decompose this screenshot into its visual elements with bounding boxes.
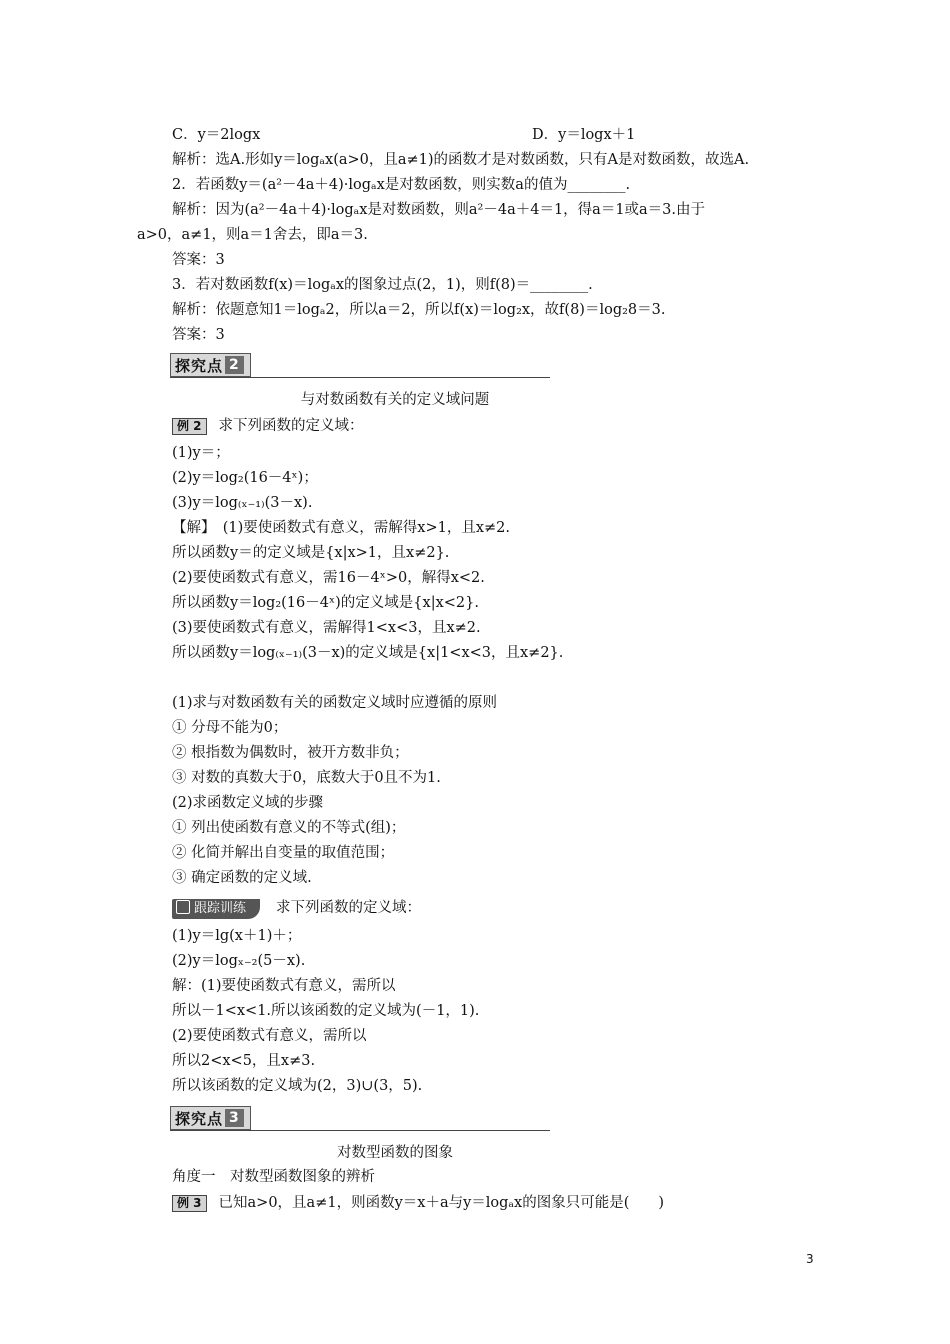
- badge-number: 2: [225, 356, 244, 374]
- text-line: (2)要使函数式有意义，需16－4ˣ>0，解得x<2.: [172, 570, 485, 586]
- text-line: a>0，a≠1，则a＝1舍去，即a＝3.: [137, 227, 368, 243]
- example-prompt: 求下列函数的定义域：: [218, 418, 364, 434]
- example-tag: 例 2: [172, 418, 207, 435]
- text-line: 答案：3: [172, 252, 225, 268]
- text-line: ③ 对数的真数大于0，底数大于0且不为1.: [172, 770, 441, 786]
- follow-training-badge: [172, 899, 260, 919]
- text-line: C．y＝2logx: [172, 127, 261, 143]
- text-line: (3)y＝log₍ₓ₋₁₎(3－x).: [172, 495, 313, 511]
- section-rule-3: [170, 1130, 550, 1131]
- example-3: [172, 1194, 664, 1212]
- text-line: 解析：因为(a²－4a＋4)·logₐx是对数函数，则a²－4a＋4＝1，得a＝1或a＝3.由于: [172, 202, 706, 218]
- section-title-3: 对数型函数的图象: [337, 1145, 453, 1161]
- badge-number: 3: [225, 1109, 244, 1127]
- text-line: (2)y＝log₂(16－4ˣ)；: [172, 470, 318, 486]
- text-line: 所以函数y＝log₍ₓ₋₁₎(3－x)的定义域是{x|1<x<3，且x≠2}.: [172, 645, 564, 661]
- example-prompt: 已知a>0，且a≠1，则函数y＝x＋a与y＝logₐx的图象只可能是( ): [218, 1195, 665, 1211]
- text-line: (3)要使函数式有意义，需解得1<x<3，且x≠2.: [172, 620, 481, 636]
- text-line: (1)y＝lg(x＋1)＋；: [172, 928, 302, 944]
- text-line: D．y＝logx＋1: [532, 127, 636, 143]
- follow-training: [172, 899, 421, 919]
- text-line: 解析：选A.形如y＝logₐx(a>0，且a≠1)的函数才是对数函数，只有A是对数函数，故选A.: [172, 152, 750, 168]
- angle-heading: 角度一 对数型函数图象的辨析: [172, 1169, 375, 1185]
- text-line: ② 化简并解出自变量的取值范围；: [172, 845, 395, 861]
- badge-label: 探究点: [175, 1109, 224, 1128]
- badge-label: 探究点: [175, 356, 224, 375]
- text-line: 解：(1)要使函数式有意义，需所以: [172, 978, 396, 994]
- section-title-2: 与对数函数有关的定义域问题: [300, 392, 490, 408]
- text-line: 2．若函数y＝(a²－4a＋4)·logₐx是对数函数，则实数a的值为________.: [172, 177, 631, 193]
- checklist-icon: [176, 900, 190, 914]
- text-line: (2)y＝logₓ₋₂(5－x).: [172, 953, 306, 969]
- text-line: 3．若对数函数f(x)＝logₐx的图象过点(2，1)，则f(8)＝________.: [172, 277, 593, 293]
- section-badge-2: [170, 352, 251, 378]
- section-badge-3: [170, 1105, 251, 1131]
- text-line: ③ 确定函数的定义域.: [172, 870, 312, 886]
- text-line: 所以函数y＝log₂(16－4ˣ)的定义域是{x|x<2}.: [172, 595, 479, 611]
- text-line: (1)y＝；: [172, 445, 230, 461]
- example-2: [172, 417, 364, 435]
- text-line: ① 分母不能为0；: [172, 720, 288, 736]
- text-line: 【解】 (1)要使函数式有意义，需解得x>1，且x≠2.: [172, 520, 511, 536]
- text-line: ① 列出使函数有意义的不等式(组)；: [172, 820, 406, 836]
- follow-prompt: 求下列函数的定义域：: [276, 900, 422, 916]
- example-tag: 例 3: [172, 1195, 207, 1212]
- section-rule-2: [170, 377, 550, 378]
- text-line: ② 根指数为偶数时，被开方数非负；: [172, 745, 409, 761]
- text-line: (1)求与对数函数有关的函数定义域时应遵循的原则: [172, 695, 498, 711]
- text-line: 解析：依题意知1＝logₐ2，所以a＝2，所以f(x)＝log₂x，故f(8)＝log₂8＝3.: [172, 302, 666, 318]
- text-line: (2)求函数定义域的步骤: [172, 795, 324, 811]
- follow-tag: 跟踪训练: [194, 901, 247, 916]
- page-number: 3: [806, 1252, 814, 1266]
- text-line: (2)要使函数式有意义，需所以: [172, 1028, 367, 1044]
- text-line: 所以－1<x<1.所以该函数的定义域为(－1，1).: [172, 1003, 480, 1019]
- text-line: 答案：3: [172, 327, 225, 343]
- text-line: 所以2<x<5，且x≠3.: [172, 1053, 316, 1069]
- text-line: 所以该函数的定义域为(2，3)∪(3，5).: [172, 1078, 423, 1094]
- text-line: 所以函数y＝的定义域是{x|x>1，且x≠2}.: [172, 545, 450, 561]
